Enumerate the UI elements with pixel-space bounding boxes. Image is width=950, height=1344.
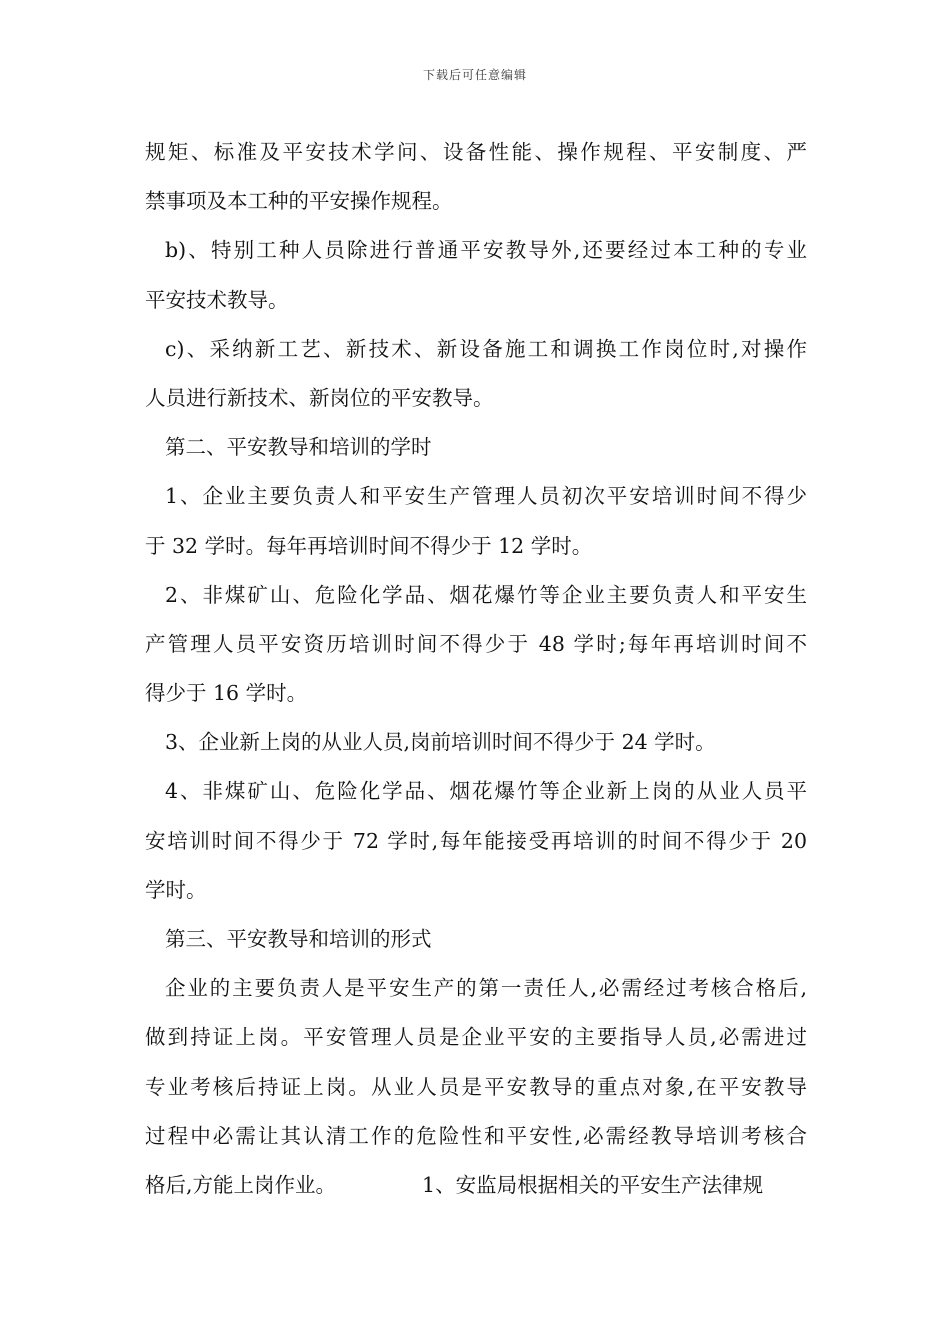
text-line: 企业的主要负责人是平安生产的第一责任人,必需经过考核合格后, (165, 976, 807, 1001)
text-line: 得少于 16 学时。 (145, 681, 308, 706)
text-line: 第二、平安教导和培训的学时 (165, 435, 432, 460)
text-line-last-left: 格后,方能上岗作业。 (145, 1172, 337, 1197)
text-line: 2、非煤矿山、危险化学品、烟花爆竹等企业主要负责人和平安生 (165, 582, 807, 607)
document-body (145, 128, 807, 1210)
text-line: 专业考核后持证上岗。从业人员是平安教导的重点对象,在平安教导 (145, 1074, 807, 1099)
text-line: 于 32 学时。每年再培训时间不得少于 12 学时。 (145, 533, 593, 558)
text-line: 产管理人员平安资历培训时间不得少于 48 学时;每年再培训时间不 (145, 631, 807, 656)
text-line: 禁事项及本工种的平安操作规程。 (145, 189, 453, 214)
text-line: 过程中必需让其认清工作的危险性和平安性,必需经教导培训考核合 (145, 1123, 807, 1148)
text-line: 人员进行新技术、新岗位的平安教导。 (145, 385, 494, 410)
text-line: 做到持证上岗。平安管理人员是企业平安的主要指导人员,必需进过 (145, 1025, 807, 1050)
text-line: 4、非煤矿山、危险化学品、烟花爆竹等企业新上岗的从业人员平 (165, 779, 807, 804)
text-line: 规矩、标准及平安技术学问、设备性能、操作规程、平安制度、严 (145, 140, 807, 164)
text-line: 第三、平安教导和培训的形式 (165, 927, 432, 951)
text-line: 安培训时间不得少于 72 学时,每年能接受再培训的时间不得少于 20 (145, 828, 807, 853)
text-line: 平安技术教导。 (145, 287, 289, 312)
text-line-last (145, 1161, 807, 1210)
text-line: 1、企业主要负责人和平安生产管理人员初次平安培训时间不得少 (165, 484, 807, 509)
text-line: b)、特别工种人员除进行普通平安教导外,还要经过本工种的专业 (165, 238, 807, 263)
page-header: 下载后可任意编辑 (422, 68, 527, 82)
text-line-last-right: 1、安监局根据相关的平安生产法律规 (422, 1172, 764, 1197)
text-line: c)、采纳新工艺、新技术、新设备施工和调换工作岗位时,对操作 (165, 336, 807, 361)
text-line: 3、企业新上岗的从业人员,岗前培训时间不得少于 24 学时。 (165, 730, 716, 755)
text-line: 学时。 (145, 877, 207, 902)
paragraph-lines (145, 128, 807, 1161)
